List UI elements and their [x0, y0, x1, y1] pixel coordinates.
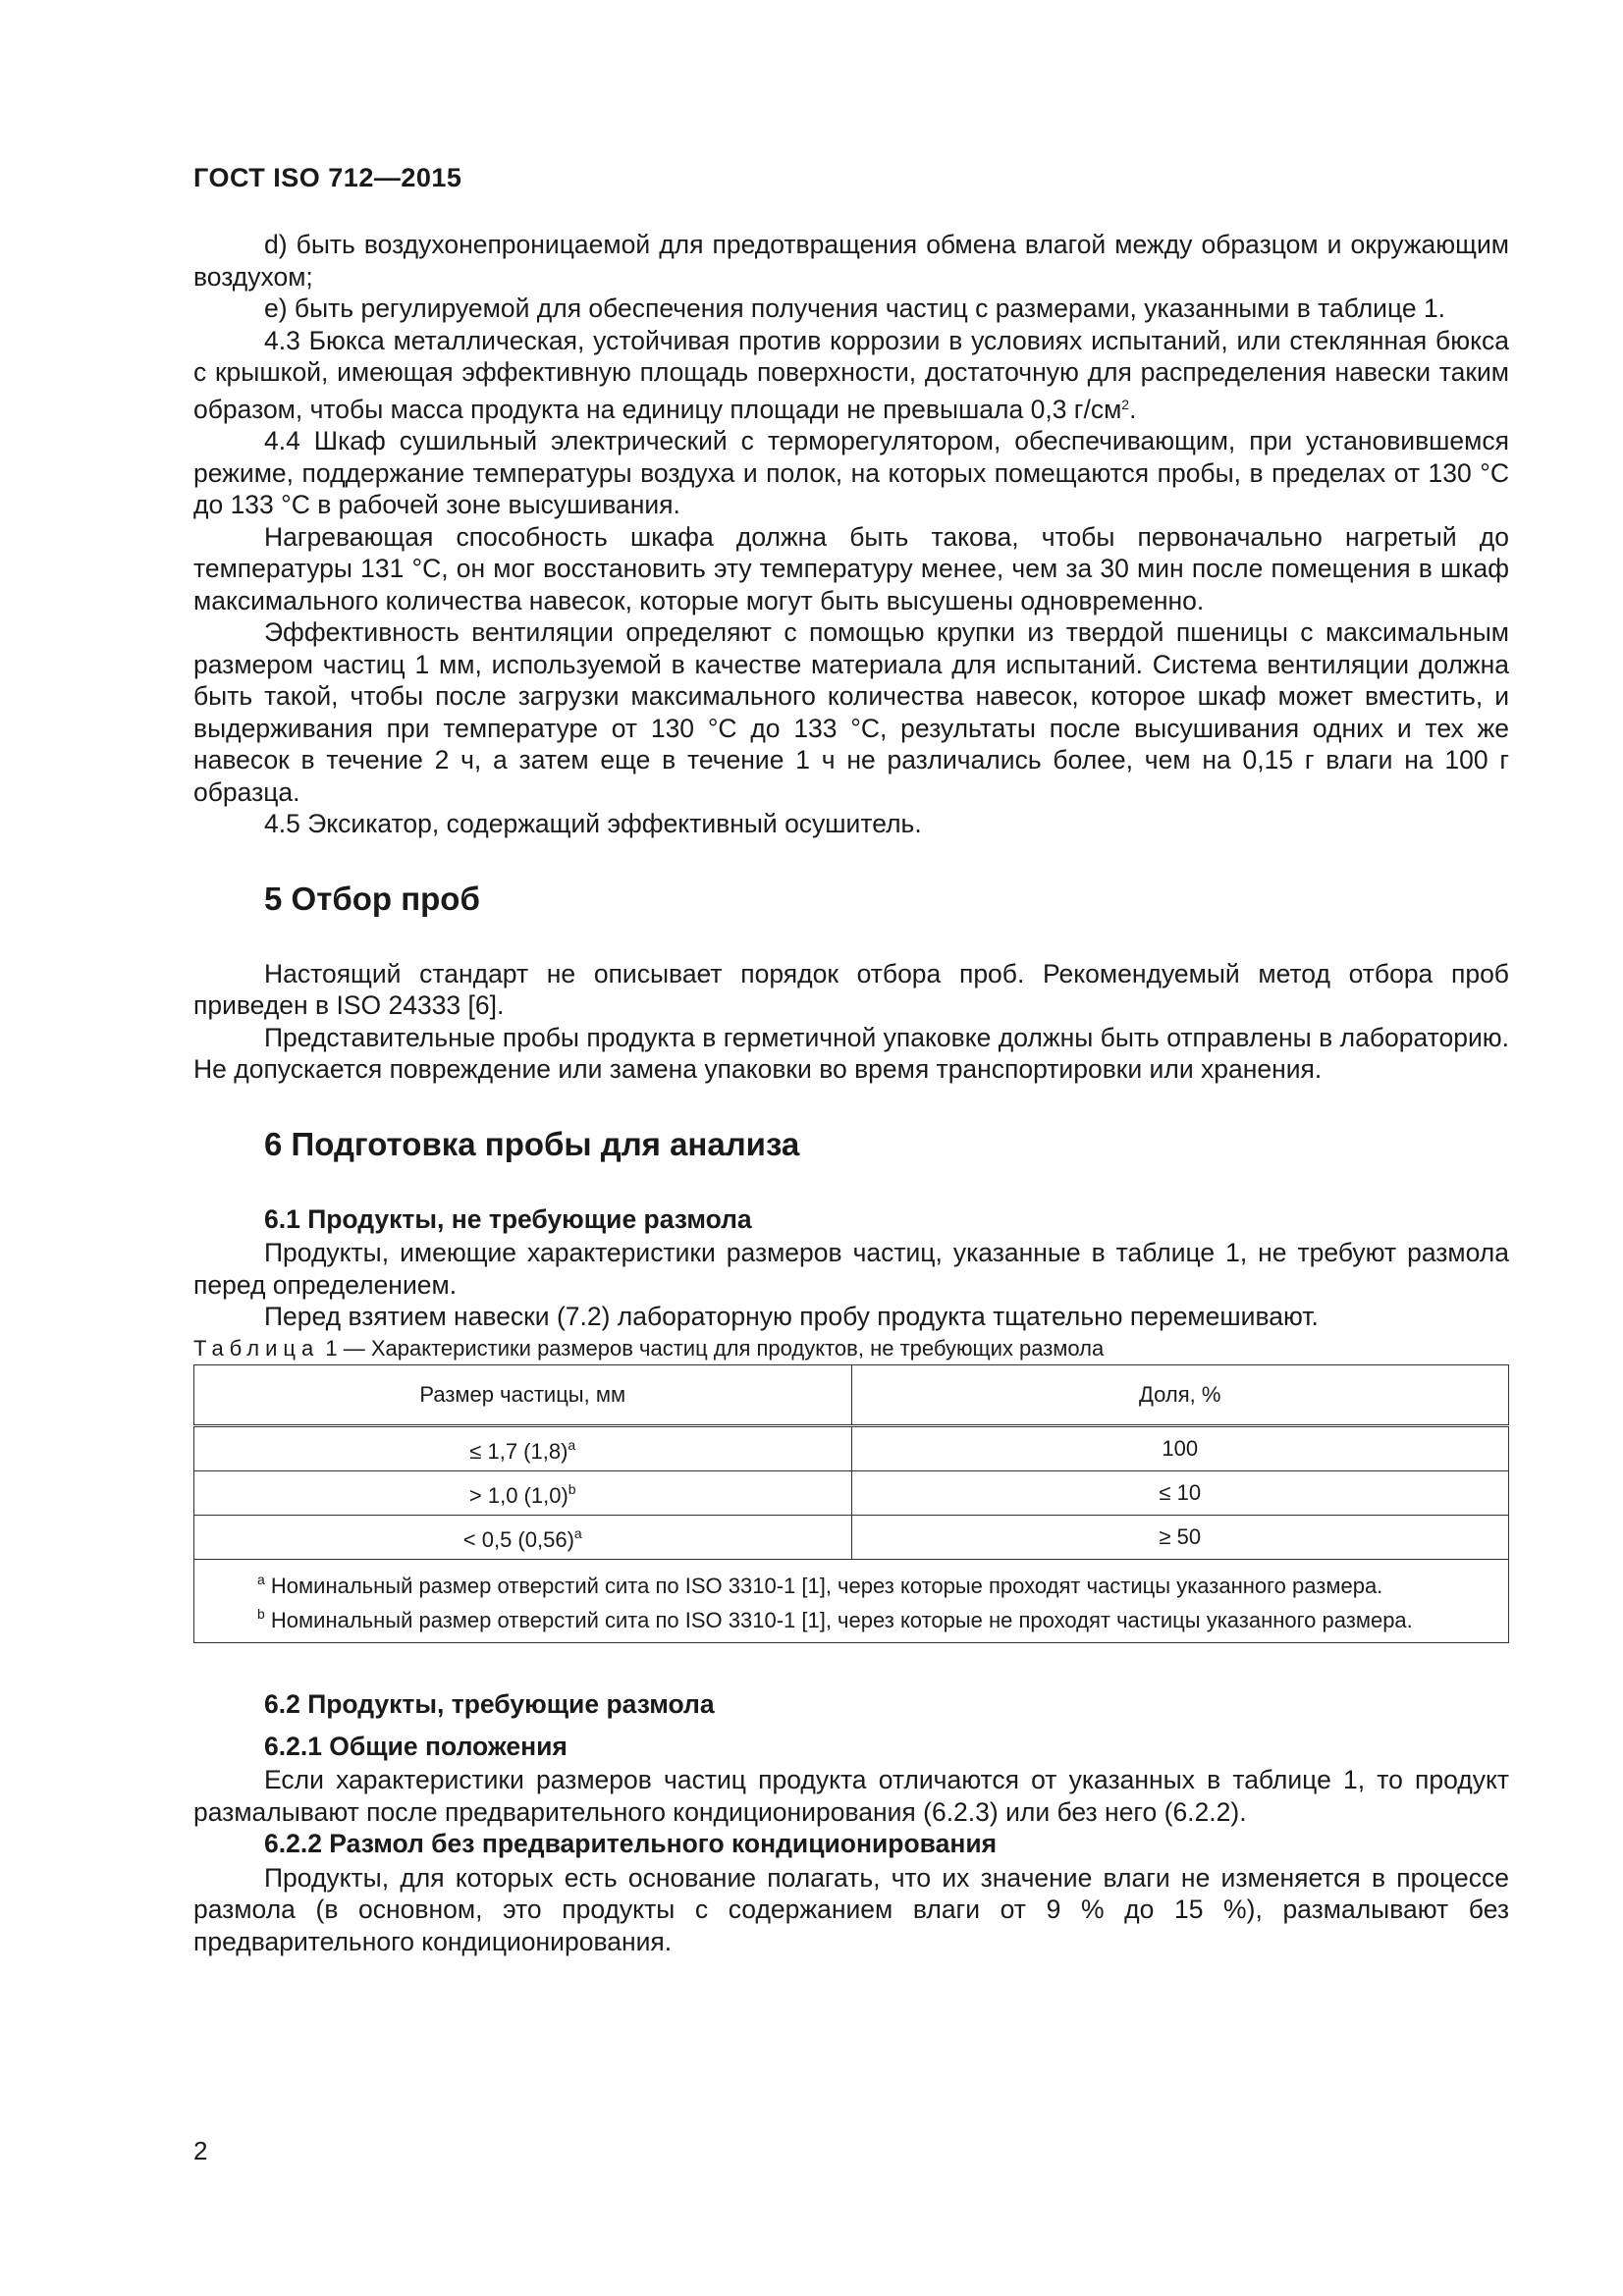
footnote-mark: a [568, 1437, 576, 1454]
subsection-6-1-paragraph: Перед взятием навески (7.2) лабораторную пробу продукта тщательно перемешивают. [264, 1302, 1319, 1331]
section-5-heading: 5 Отбор проб [264, 880, 480, 917]
cell-size-value: < 0,5 (0,56) [462, 1527, 574, 1553]
footnote-mark: a [573, 1525, 582, 1542]
subsection-6-2-1-paragraph: Если характеристики размеров частиц продукта отличаются от указанных в таблице 1, то продукт размалывают после предварительного кондиционирования (6.2.3) или без него (6.2.2). [193, 1765, 1509, 1827]
section-5-paragraph: Представительные пробы продукта в герметичной упаковке должны быть отправлены в лабораторию. Не допускается повреждение или замена упаковки во время транспортировки или хранения. [193, 1022, 1509, 1084]
paragraph-4-3 [193, 325, 1509, 426]
page-number: 2 [193, 2136, 208, 2165]
cell-size [194, 1516, 852, 1560]
table-row [194, 1426, 1509, 1471]
cell-size [194, 1471, 852, 1516]
subsection-6-2-2-heading: 6.2.2 Размол без предварительного кондиционирования [264, 1829, 998, 1858]
footnote-mark: a [257, 1572, 265, 1587]
column-header-size: Размер частицы, мм [194, 1365, 852, 1426]
paragraph-4-2-e: e) быть регулируемой для обеспечения получения частиц с размерами, указанными в таблице 1. [264, 294, 1446, 323]
table-note-text: Номинальный размер отверстий сита по ISO 3310-1 [1], через которые не проходят частицы указанного размера. [264, 1608, 1413, 1632]
subsection-6-2-1-heading: 6.2.1 Общие положения [264, 1731, 568, 1761]
table-header-row [194, 1365, 1509, 1426]
footnote-mark: b [257, 1606, 265, 1622]
table-row [194, 1516, 1509, 1560]
cell-size-value: ≤ 1,7 (1,8) [469, 1439, 568, 1465]
page-content [193, 229, 1509, 1957]
table-notes-row [194, 1560, 1509, 1643]
particle-size-table [193, 1364, 1509, 1643]
table-note [206, 1566, 1492, 1600]
column-header-share: Доля, % [851, 1365, 1509, 1426]
paragraph-4-3-text: 4.3 Бюкса металлическая, устойчивая против коррозии в условиях испытаний, или стеклянная бюкса с крышкой, имеющая эффективную площадь поверхности, достаточную для распределения навески таким образом, чтобы масса продукта на единицу площади не превышала 0,3 г/см [193, 325, 1509, 424]
table-row [194, 1471, 1509, 1516]
cell-size-value: > 1,0 (1,0) [468, 1483, 568, 1509]
paragraph-4-3-end: . [1129, 394, 1137, 424]
table-note-text: Номинальный размер отверстий сита по ISO 3310-1 [1], через которые проходят частицы указанного размера. [264, 1574, 1383, 1598]
cell-share: ≥ 50 [851, 1516, 1509, 1560]
paragraph-4-4: 4.4 Шкаф сушильный электрический с терморегулятором, обеспечивающим, при установившемся режиме, поддержание температуры воздуха и полок, на которых помещаются пробы, в пределах от 130 °С до 133 °С в рабочей зоне высушивания. [193, 426, 1509, 519]
subsection-6-2-2-paragraph: Продукты, для которых есть основание полагать, что их значение влаги не изменяется в процессе размола (в основном, это продукты с содержанием влаги от 9 % до 15 %), размалывают без предварительного кондиционирования. [193, 1862, 1509, 1956]
table-caption [193, 1333, 1509, 1365]
section-6-heading: 6 Подготовка пробы для анализа [264, 1125, 800, 1162]
table-caption-prefix: Таблица [193, 1335, 320, 1361]
cell-share: ≤ 10 [851, 1471, 1509, 1516]
section-5-paragraph: Настоящий стандарт не описывает порядок отбора проб. Рекомендуемый метод отбора проб приведен в ISO 24333 [6]. [193, 958, 1509, 1020]
cell-size [194, 1426, 852, 1471]
table-notes [194, 1560, 1509, 1643]
document-header: ГОСТ ISO 712—2015 [193, 163, 462, 192]
paragraph-ventilation: Эффективность вентиляции определяют с помощью крупки из твердой пшеницы с максимальным размером частиц 1 мм, используемой в качестве материала для испытаний. Система вентиляции должна быть такой, чтобы после загрузки максимального количества навесок, которое шкаф может вместить, и выдерживания при температуре от 130 °С до 133 °С, результаты после высушивания одних и тех же навесок в течение 2 ч, а затем еще в течение 1 ч не различались более, чем на 0,15 г влаги на 100 г образца. [193, 617, 1509, 807]
table-note [206, 1600, 1492, 1634]
spacer [193, 1643, 1509, 1688]
cell-share: 100 [851, 1426, 1509, 1471]
paragraph-4-2-d: d) быть воздухонепроницаемой для предотвращения обмена влагой между образцом и окружающим воздухом; [193, 230, 1509, 292]
superscript: 2 [1121, 396, 1130, 412]
subsection-6-1-paragraph: Продукты, имеющие характеристики размеров частиц, указанные в таблице 1, не требуют размола перед определением. [193, 1238, 1509, 1300]
table-caption-text: 1 — Характеристики размеров частиц для продуктов, не требующих размола [319, 1335, 1105, 1361]
paragraph-4-5: 4.5 Эксикатор, содержащий эффективный осушитель. [264, 809, 922, 838]
footnote-mark: b [568, 1481, 576, 1498]
subsection-6-2-heading: 6.2 Продукты, требующие размола [264, 1689, 715, 1719]
subsection-6-1-heading: 6.1 Продукты, не требующие размола [264, 1203, 752, 1234]
paragraph-heating: Нагревающая способность шкафа должна быть такова, чтобы первоначально нагретый до температуры 131 °С, он мог восстановить эту температуру менее, чем за 30 мин после помещения в шкаф максимального количества навесок, которые могут быть высушены одновременно. [193, 521, 1509, 615]
